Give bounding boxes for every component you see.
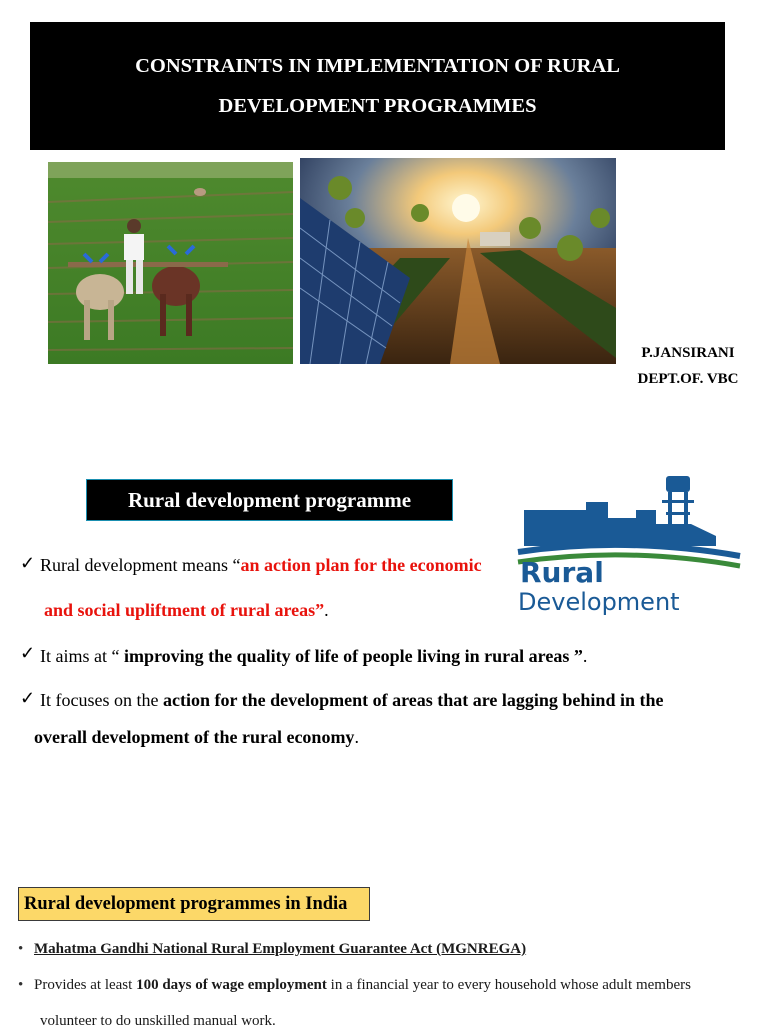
bullet-2-bold: improving the quality of life of people living in rural areas ” bbox=[123, 646, 583, 666]
mgnrega-title: Mahatma Gandhi National Rural Employment Guarantee Act (MGNREGA) bbox=[34, 941, 527, 957]
logo-word-development: Development bbox=[518, 588, 680, 616]
bullet-1-post: . bbox=[324, 600, 329, 620]
bullet-3-pre: It focuses on the bbox=[40, 690, 163, 710]
bullet-3-post: . bbox=[354, 727, 359, 747]
author-name: P.JANSIRANI bbox=[641, 345, 735, 361]
title-line-2: DEVELOPMENT PROGRAMMES bbox=[218, 95, 537, 117]
bullet-1-highlight-2: and social upliftment of rural areas” bbox=[44, 600, 325, 620]
bullet-1-line-2 bbox=[44, 600, 329, 621]
bullet-3-line-1 bbox=[40, 690, 663, 711]
bullet-3-bold-1: action for the development of areas that are lagging behind in the bbox=[162, 690, 664, 710]
mgnrega-desc-pre: Provides at least bbox=[34, 977, 137, 993]
bullet-2-pre: It aims at “ bbox=[40, 646, 124, 666]
bullet-dot: • bbox=[18, 977, 24, 993]
solar-vineyard-image bbox=[300, 158, 616, 364]
author-info bbox=[626, 340, 750, 392]
bullet-3-bold-2: overall development of the rural economy bbox=[34, 727, 355, 747]
bullet-dot: • bbox=[18, 941, 24, 957]
mgnrega-description bbox=[34, 977, 691, 994]
farmer-ploughing-image bbox=[48, 162, 293, 364]
logo-word-rural: Rural bbox=[520, 556, 604, 589]
rural-development-logo bbox=[516, 470, 742, 630]
bullet-2-post: . bbox=[582, 646, 588, 666]
title-banner bbox=[30, 22, 725, 150]
checkmark-icon: ✓ bbox=[20, 643, 36, 663]
bullet-3-line-2 bbox=[34, 727, 359, 748]
bullet-1-highlight-1: an action plan for the economic bbox=[240, 555, 482, 575]
author-dept: DEPT.OF. VBC bbox=[637, 371, 739, 387]
bullet-1-pre: Rural development means “ bbox=[40, 555, 241, 575]
mgnrega-desc-line-2: volunteer to do unskilled manual work. bbox=[40, 1013, 276, 1029]
section-heading: Rural development programme bbox=[86, 479, 453, 521]
mgnrega-desc-bold: 100 days of wage employment bbox=[136, 977, 327, 993]
title-line-1: CONSTRAINTS IN IMPLEMENTATION OF RURAL bbox=[135, 55, 620, 77]
checkmark-icon: ✓ bbox=[20, 688, 36, 708]
india-programmes-heading: Rural development programmes in India bbox=[18, 887, 370, 921]
bullet-1-line-1 bbox=[40, 555, 482, 576]
mgnrega-desc-post: in a financial year to every household whose adult members bbox=[326, 977, 691, 993]
checkmark-icon: ✓ bbox=[20, 553, 36, 573]
bullet-2 bbox=[40, 646, 587, 667]
